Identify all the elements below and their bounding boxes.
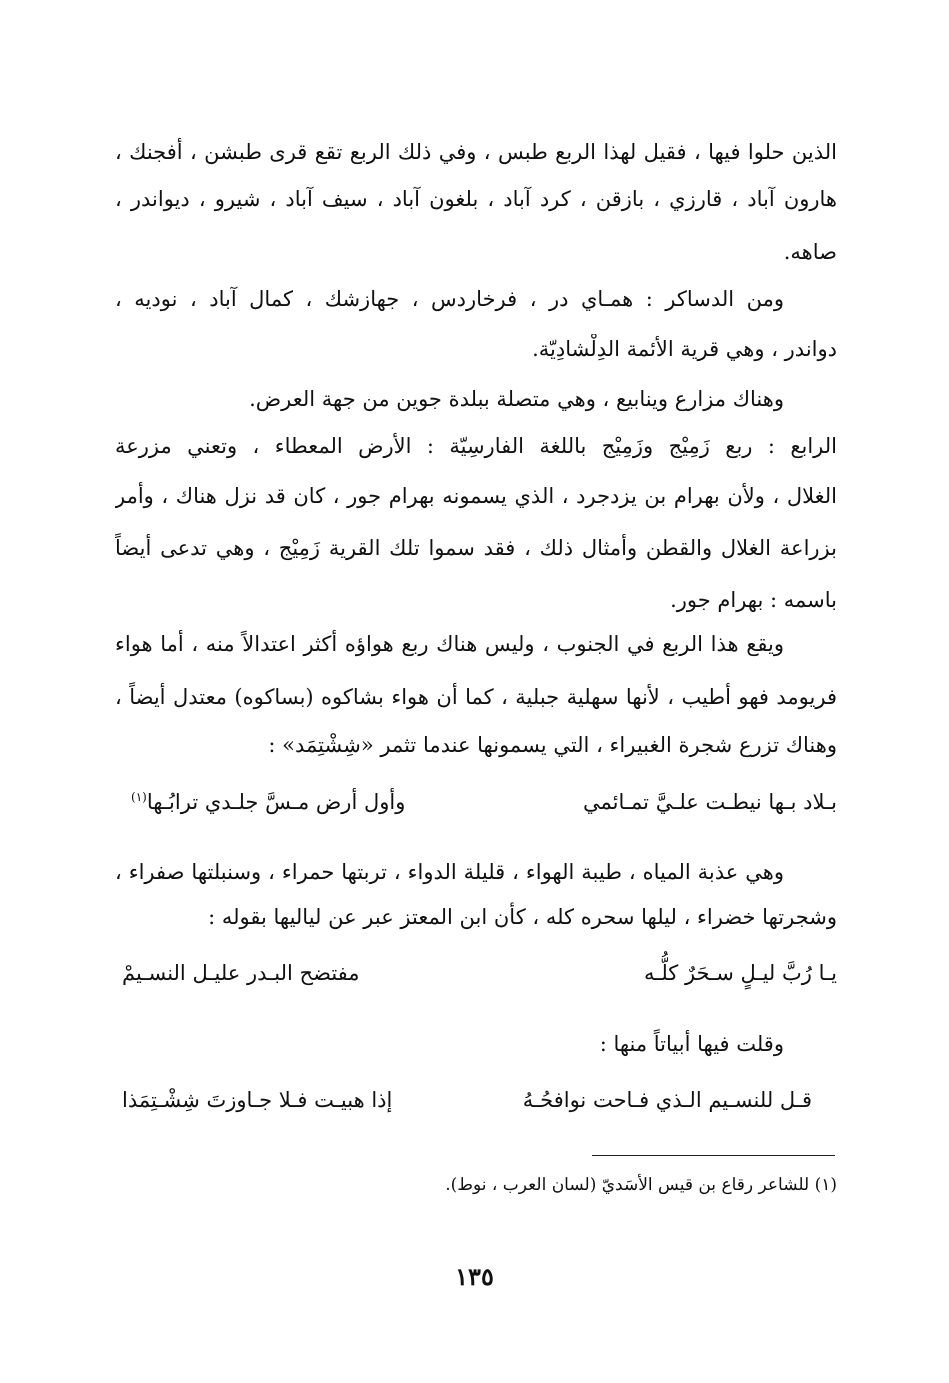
text-line: باسمه : بهرام جور. <box>670 588 837 612</box>
text-line: وهناك تزرع شجرة الغبيراء ، التي يسمونها عندما تثمر «شِشْتِمَد» : <box>268 733 837 757</box>
verse-hemistich: إذا هبيـت فـلا جـاوزتَ شِشْـتِمَذا <box>122 1088 393 1112</box>
footnote: (١) للشاعر رقاع بن قيس الأسَديّ (لسان العرب ، نوط). <box>445 1175 837 1195</box>
verse-hemistich: قـل للنسـيم الـذي فـاحت نوافحُـهُ <box>522 1088 812 1112</box>
text-line: هارون آباد ، قارزي ، بازقن ، كرد آباد ، بلغون آباد ، سيف آباد ، شيرو ، ديواندر ، <box>115 187 837 211</box>
page-number: ١٣٥ <box>455 1262 494 1291</box>
text-line: وهناك مزارع وينابيع ، وهي متصلة ببلدة جوين من جهة العرض. <box>249 387 784 411</box>
verse-hemistich: بـلاد بـها نيطـت علـيَّ تمـائمي <box>583 790 837 814</box>
footnote-separator <box>592 1155 835 1156</box>
verse-hemistich: يـا رُبَّ ليـلٍ سـحَرٌ كلُّـه <box>643 961 837 985</box>
text-line: الذين حلوا فيها ، فقيل لهذا الربع طبس ، وفي ذلك الربع تقع قرى طبشن ، أفجنك ، <box>115 140 837 164</box>
verse-hemistich: وأول أرض مـسَّ جلـدي ترابُـها$^{(١)}$ <box>131 790 406 814</box>
text-line: الغلال ، ولأن بهرام بن يزدجرد ، الذي يسمونه بهرام جور ، كان قد نزل هناك ، وأمر <box>115 484 837 508</box>
text-line: فريومد فهو أطيب ، لأنها سهلية جبلية ، كما أن هواء بشاكوه (بساكوه) معتدل أيضاً ، <box>115 685 837 709</box>
footnote-marker: (١) <box>131 790 147 804</box>
text-line: ومن الدساكر : همـاي در ، فرخاردس ، جهازشك ، كمال آباد ، نوديه ، <box>115 287 784 311</box>
text-line: الرابع : ربع زَمِيْج وزَمِيْج باللغة الفارسِيّة : الأرض المعطاء ، وتعني مزرعة <box>115 434 837 458</box>
text-line: ويقع هذا الربع في الجنوب ، وليس هناك ربع هواؤه أكثر اعتدالاً منه ، أما هواء <box>115 632 784 656</box>
text-line: وهي عذبة المياه ، طيبة الهواء ، قليلة الدواء ، تربتها حمراء ، وسنبلتها صفراء ، <box>115 860 784 884</box>
text-line: دواندر ، وهي قرية الأئمة الدِلْشادِيّة. <box>532 337 837 361</box>
text-line: وقلت فيها أبياتاً منها : <box>599 1032 784 1056</box>
text-line: وشجرتها خضراء ، ليلها سحره كله ، كأن ابن المعتز عبر عن لياليها بقوله : <box>208 905 837 929</box>
verse-hemistich: مفتضح البـدر عليـل النسـيمْ <box>122 961 360 985</box>
text-line: بزراعة الغلال والقطن وأمثال ذلك ، فقد سموا تلك القرية زَمِيْج ، وهي تدعى أيضاً <box>115 536 837 560</box>
text-line: صاهه. <box>783 240 837 264</box>
